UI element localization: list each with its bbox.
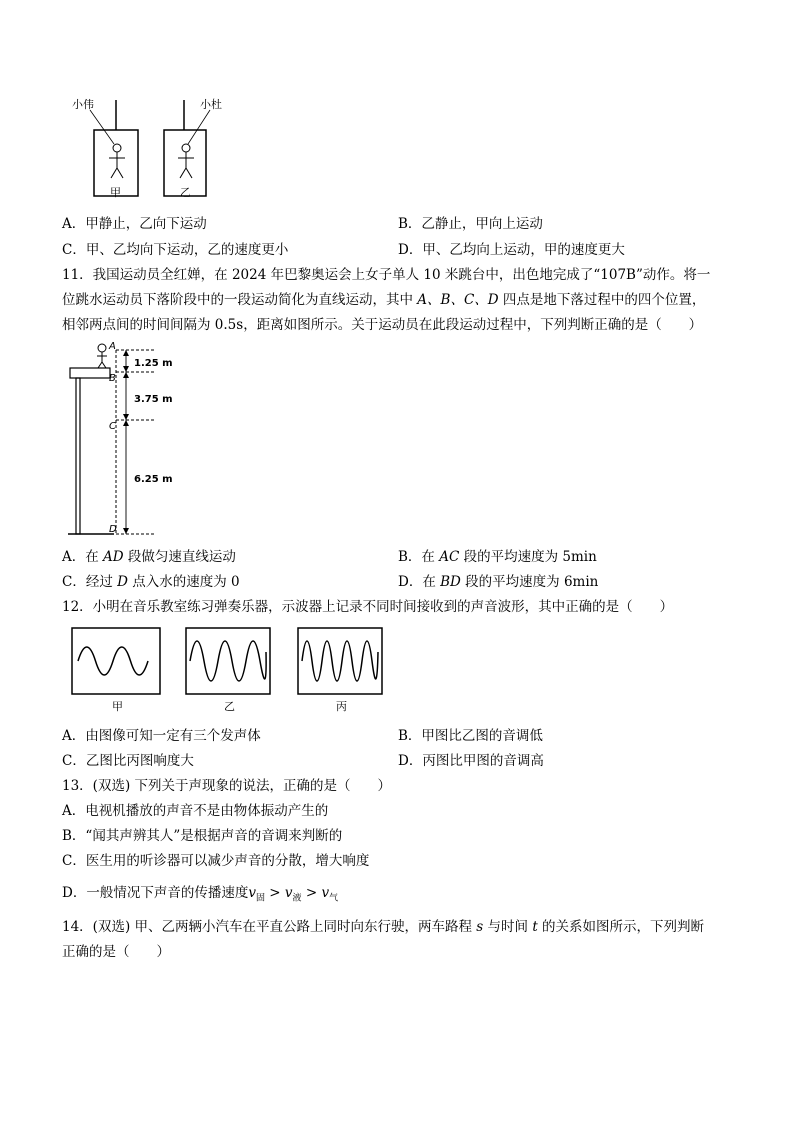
q12-option-b[interactable]: B．甲图比乙图的音调低 [398, 728, 543, 744]
q11-a-post: 段做匀速直线运动 [123, 549, 236, 565]
q10-option-b[interactable]: B．乙静止，甲向上运动 [398, 216, 543, 232]
q11-line2-c: 四点是地下落过程中的四个位置， [498, 292, 706, 308]
q13-option-a[interactable]: A．电视机播放的声音不是由物体振动产生的 [62, 803, 329, 819]
q14-line1-b: 与时间 [483, 919, 533, 935]
sub-gas: 气 [329, 893, 339, 904]
sub-liquid: 液 [292, 893, 302, 904]
q10-option-a[interactable]: A．甲静止，乙向下运动 [62, 216, 207, 232]
q13-option-b[interactable]: B．“闻其声辨其人”是根据声音的音调来判断的 [62, 828, 343, 844]
q11-b-pre: B．在 [398, 549, 440, 565]
q13-stem: 13．(双选) 下列关于声现象的说法，正确的是（ ） [62, 778, 392, 794]
q11-stem-line1: 11．我国运动员全红婵，在 2024 年巴黎奥运会上女子单人 10 米跳台中，出色地完成了“107B”动作。将一 [62, 267, 711, 283]
q11-line2-a: 位跳水运动员下落阶段中的一段运动简化为直线运动，其中 [62, 292, 418, 308]
caption-wave-bing: 丙 [336, 700, 347, 713]
wave-yi [190, 641, 266, 681]
q13-option-d[interactable] [62, 884, 338, 908]
q12-option-d[interactable]: D．丙图比甲图的音调高 [398, 753, 544, 769]
v-symbol: v [284, 885, 293, 901]
s-symbol: s [476, 919, 484, 935]
q11-a-it: AD [103, 549, 124, 565]
q14-line1-a: 14．(双选) 甲、乙两辆小汽车在平直公路上同时向东行驶，两车路程 [62, 919, 477, 935]
wave-jia [78, 647, 148, 675]
diving-platform-figure [62, 336, 192, 541]
q11-a-pre: A．在 [62, 549, 104, 565]
q10-option-d[interactable]: D．甲、乙均向上运动，甲的速度更大 [398, 242, 625, 258]
q11-c-post: 点入水的速度为 0 [127, 574, 240, 590]
q11-option-a[interactable] [62, 548, 236, 566]
waveform-figure [66, 622, 396, 716]
q11-d-post: 段的平均速度为 6min [460, 574, 599, 590]
label-xiaodu: 小杜 [200, 98, 222, 111]
q11-line2-points: A、B、C、D [417, 292, 499, 308]
caption-jia: 甲 [110, 186, 121, 199]
point-d: D [109, 524, 117, 535]
t-symbol: t [532, 919, 538, 935]
caption-wave-jia: 甲 [112, 700, 123, 713]
q11-option-c[interactable] [62, 573, 240, 591]
sub-solid: 固 [255, 893, 265, 904]
q12-option-c[interactable]: C．乙图比丙图响度大 [62, 753, 194, 769]
distance-cd: 6.25 m [134, 474, 173, 485]
v-symbol: v [248, 885, 256, 901]
q11-c-pre: C．经过 [62, 574, 118, 590]
q11-stem-line3: 相邻两点间的时间间隔为 0.5s，距离如图所示。关于运动员在此段运动过程中，下列判断正确的是（ ） [62, 317, 703, 333]
q11-stem-line2 [62, 291, 705, 309]
label-xiaowei: 小伟 [72, 98, 94, 111]
q14-line1-c: 的关系如图所示，下列判断 [537, 919, 705, 935]
q11-b-it: AC [439, 549, 460, 565]
gt-1: > [264, 885, 285, 901]
caption-yi: 乙 [180, 186, 191, 199]
q13-d-pre: D．一般情况下声音的传播速度 [62, 885, 249, 901]
q14-stem-line1 [62, 918, 704, 936]
q11-option-b[interactable] [398, 548, 597, 566]
caption-wave-yi: 乙 [224, 700, 235, 713]
q10-option-c[interactable]: C．甲、乙均向下运动，乙的速度更小 [62, 242, 289, 258]
v-symbol: v [321, 885, 330, 901]
distance-ab: 1.25 m [134, 358, 173, 369]
distance-bc: 3.75 m [134, 394, 173, 405]
q11-b-post: 段的平均速度为 5min [459, 549, 597, 565]
point-c: C [109, 421, 116, 432]
q12-option-a[interactable]: A．由图像可知一定有三个发声体 [62, 728, 261, 744]
wave-bing [302, 641, 378, 681]
point-a: A [109, 341, 116, 352]
q14-stem-line2: 正确的是（ ） [62, 944, 170, 960]
q11-c-it: D [117, 574, 128, 590]
point-b: B [109, 373, 116, 384]
q11-option-d[interactable] [398, 573, 598, 591]
elevator-figure [60, 92, 240, 207]
q11-d-it: BD [440, 574, 461, 590]
q12-stem: 12．小明在音乐教室练习弹奏乐器，示波器上记录不同时间接收到的声音波形，其中正确的是（ ） [62, 599, 674, 615]
q11-d-pre: D．在 [398, 574, 441, 590]
gt-2: > [301, 885, 322, 901]
q13-option-c[interactable]: C．医生用的听诊器可以减少声音的分散，增大响度 [62, 853, 370, 869]
